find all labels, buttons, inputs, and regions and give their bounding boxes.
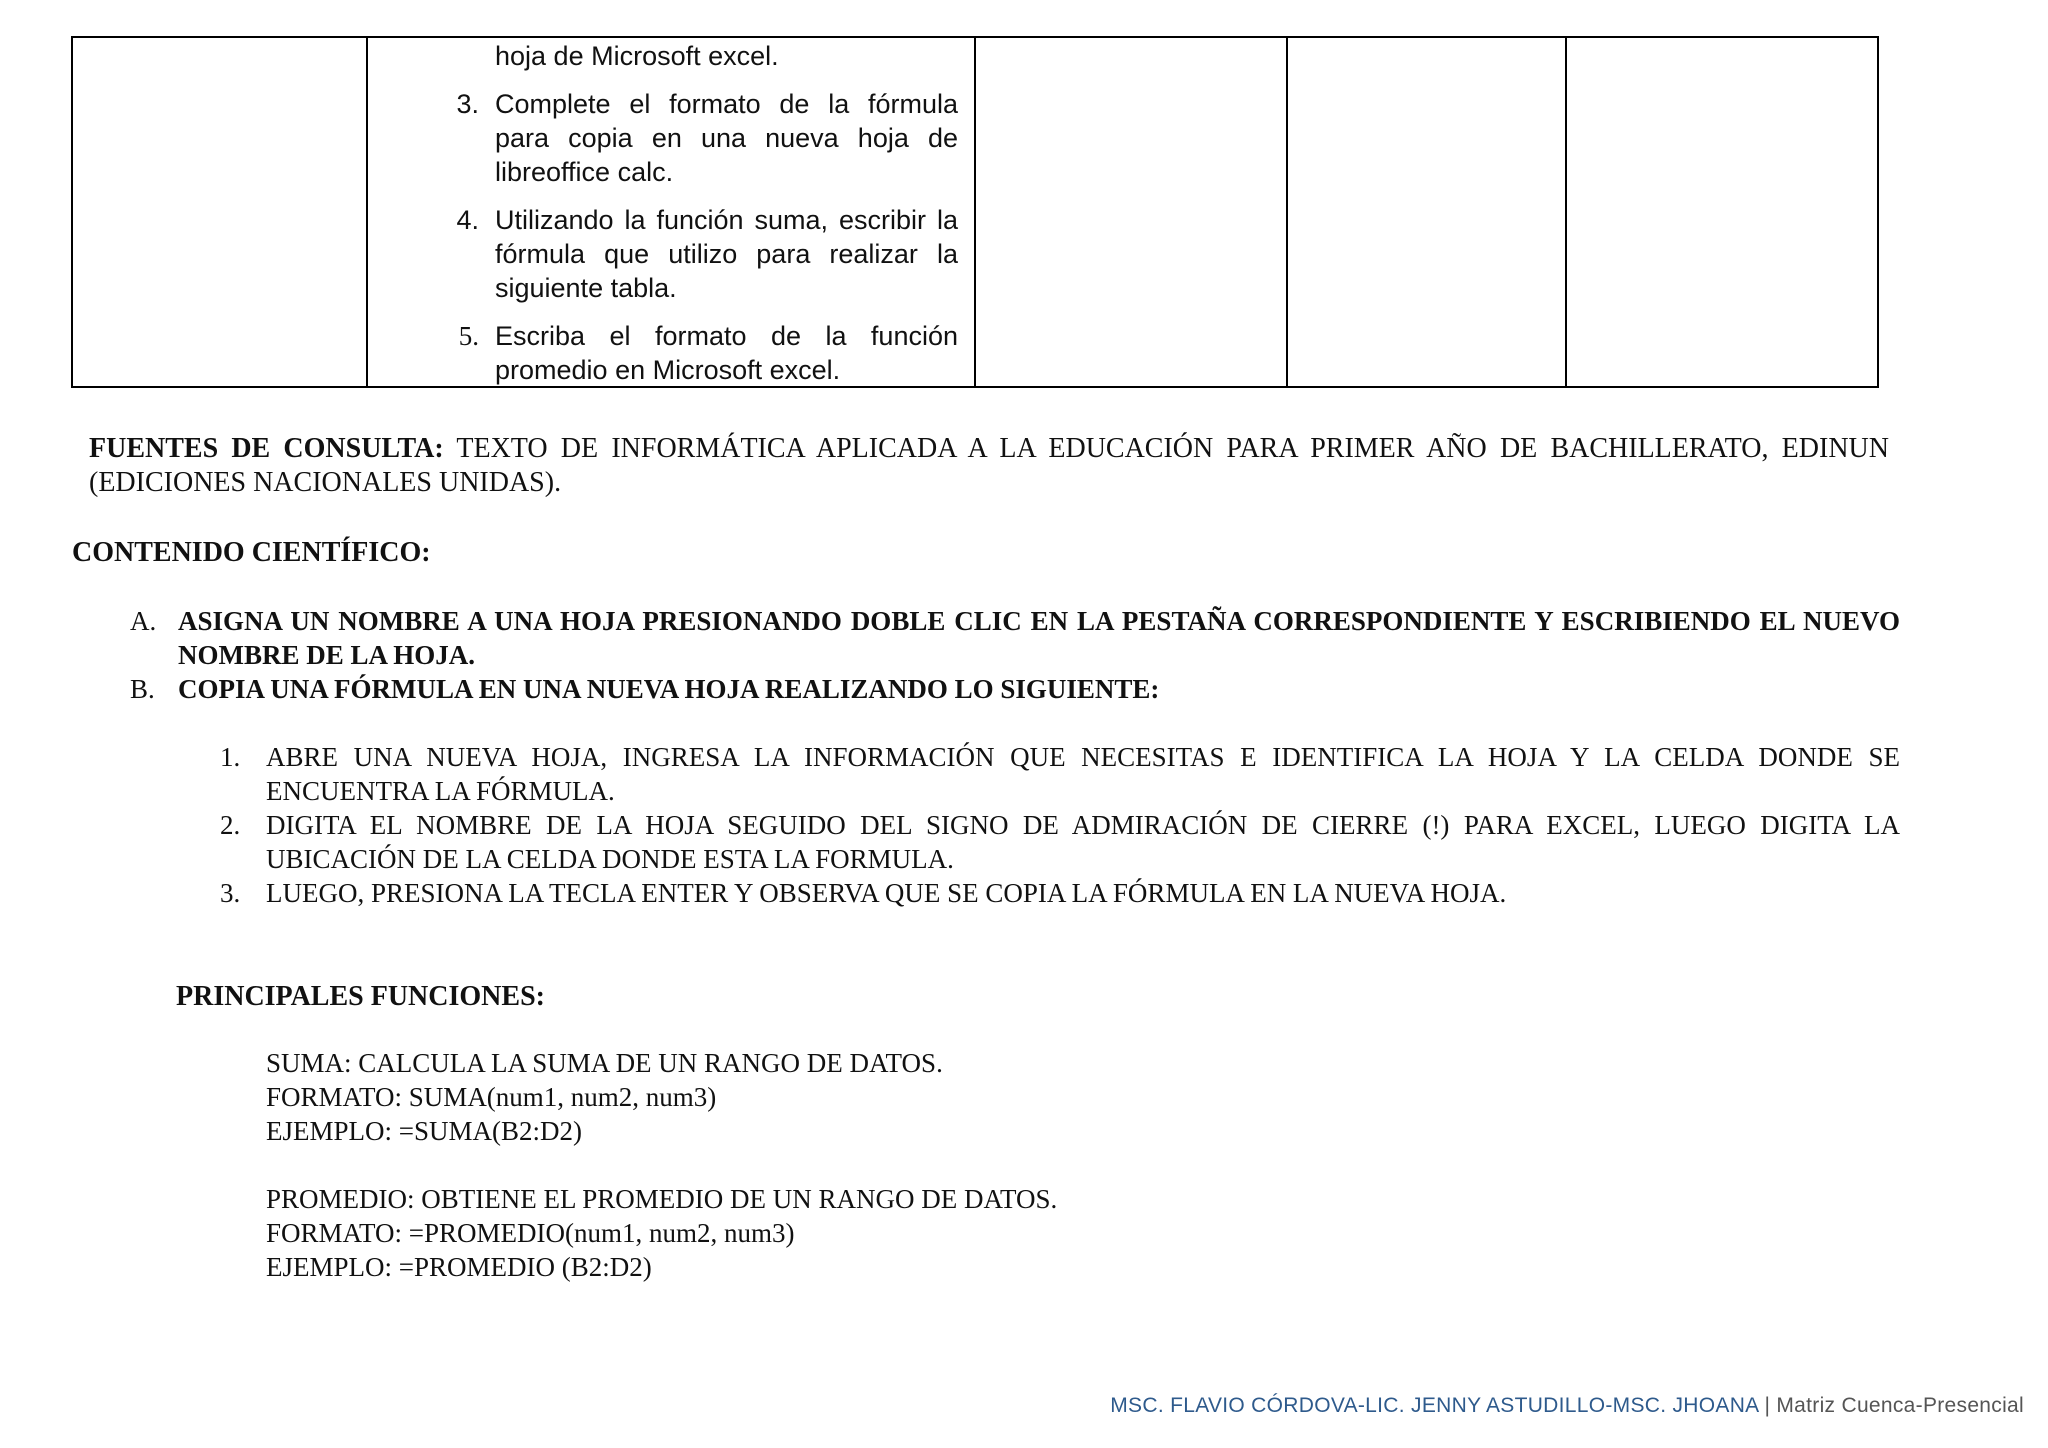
activity-continuation: hoja de Microsoft excel. [495, 41, 779, 71]
lettered-list [130, 604, 1900, 706]
activity-item [451, 87, 958, 189]
sum-example: EJEMPLO: =SUMA(B2:D2) [266, 1116, 582, 1146]
footer-separator: | [1764, 1394, 1771, 1417]
table-column-divider [1565, 38, 1567, 386]
list-text: LUEGO, PRESIONA LA TECLA ENTER Y OBSERVA QUE SE COPIA LA FÓRMULA EN LA NUEVA HOJA. [266, 878, 1507, 908]
activities-cell [451, 39, 958, 387]
main-functions-heading: PRINCIPALES FUNCIONES: [176, 981, 545, 1012]
activity-number: 4. [456, 205, 479, 235]
steps-list [210, 740, 1900, 910]
list-marker: 3. [220, 878, 241, 908]
activity-text: Complete el formato de la fórmula para copia en una nueva hoja de libreoffice calc. [495, 89, 958, 187]
list-text: ASIGNA UN NOMBRE A UNA HOJA PRESIONANDO DOBLE CLIC EN LA PESTAÑA CORRESPONDIENTE Y ESCRIBIENDO EL NUEVO NOMBRE DE LA HOJA. [178, 606, 1900, 670]
average-description: PROMEDIO: OBTIENE EL PROMEDIO DE UN RANGO DE DATOS. [266, 1184, 1058, 1214]
list-marker: A. [130, 606, 157, 636]
activities-table [71, 36, 1879, 388]
list-text: ABRE UNA NUEVA HOJA, INGRESA LA INFORMACIÓN QUE NECESITAS E IDENTIFICA LA HOJA Y LA CELDA DONDE SE ENCUENTRA LA FÓRMULA. [266, 742, 1900, 806]
list-text: COPIA UNA FÓRMULA EN UNA NUEVA HOJA REALIZANDO LO SIGUIENTE: [178, 674, 1160, 704]
activity-item [451, 319, 958, 387]
activity-number: 3. [456, 89, 479, 119]
activity-number: 5. [458, 321, 479, 351]
list-item [130, 604, 1900, 672]
sum-function-block [266, 1046, 943, 1148]
list-marker: B. [130, 674, 155, 704]
list-marker: 2. [220, 810, 241, 840]
list-item [130, 672, 1900, 706]
footer-source: Matriz Cuenca-Presencial [1776, 1394, 2024, 1417]
activity-text: Utilizando la función suma, escribir la fórmula que utilizo para realizar la siguiente tabla. [495, 205, 958, 303]
sources-label: FUENTES DE CONSULTA: [89, 433, 444, 464]
list-item [210, 876, 1900, 910]
activity-text: Escriba el formato de la función promedio en Microsoft excel. [495, 321, 958, 385]
table-column-divider [366, 38, 368, 386]
scientific-content-heading: CONTENIDO CIENTÍFICO: [72, 537, 431, 568]
page-footer [1110, 1394, 2024, 1418]
list-item [210, 808, 1900, 876]
list-text: DIGITA EL NOMBRE DE LA HOJA SEGUIDO DEL SIGNO DE ADMIRACIÓN DE CIERRE (!) PARA EXCEL, LUEGO DIGITA LA UBICACIÓN DE LA CELDA DONDE ESTA LA FORMULA. [266, 810, 1900, 874]
list-item [210, 740, 1900, 808]
sources-paragraph [89, 432, 1889, 500]
average-function-block [266, 1182, 1057, 1284]
table-column-divider [1286, 38, 1288, 386]
average-example: EJEMPLO: =PROMEDIO (B2:D2) [266, 1252, 652, 1282]
sources-text: TEXTO DE INFORMÁTICA APLICADA A LA EDUCACIÓN PARA PRIMER AÑO DE BACHILLERATO, EDINUN (EDICIONES NACIONALES UNIDAS). [89, 433, 1889, 498]
list-marker: 1. [220, 742, 241, 772]
activity-item [451, 203, 958, 305]
footer-authors: MSC. FLAVIO CÓRDOVA-LIC. JENNY ASTUDILLO-MSC. JHOANA [1110, 1394, 1759, 1417]
sum-description: SUMA: CALCULA LA SUMA DE UN RANGO DE DATOS. [266, 1048, 943, 1078]
table-column-divider [974, 38, 976, 386]
average-format: FORMATO: =PROMEDIO(num1, num2, num3) [266, 1218, 795, 1248]
sum-format: FORMATO: SUMA(num1, num2, num3) [266, 1082, 717, 1112]
